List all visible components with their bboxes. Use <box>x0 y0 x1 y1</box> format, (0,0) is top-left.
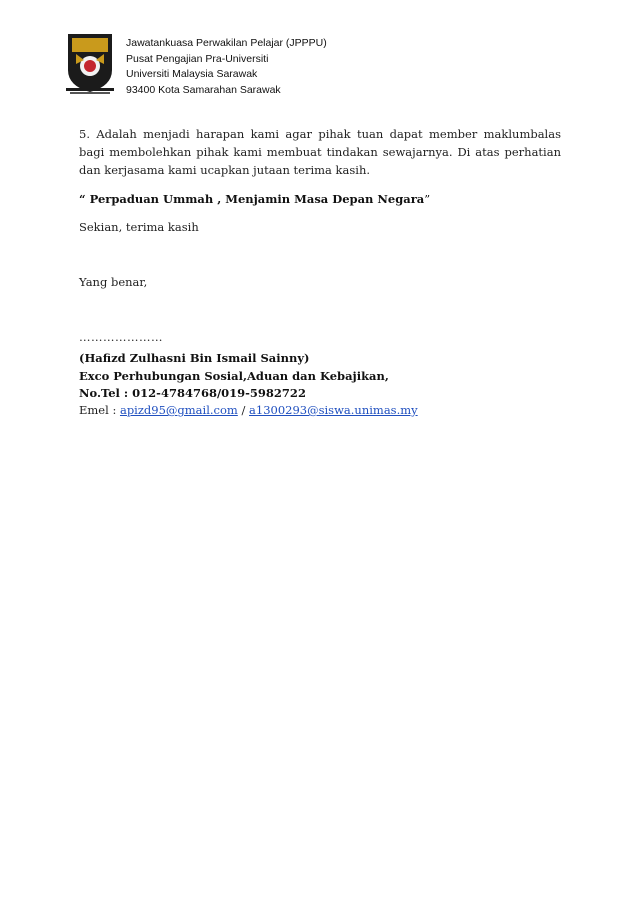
email-line <box>79 403 418 417</box>
email-link-2[interactable]: a1300293@siswa.unimas.my <box>249 403 418 417</box>
org-university: Universiti Malaysia Sarawak <box>126 68 258 80</box>
letterhead <box>62 28 522 98</box>
organization-address <box>126 36 327 98</box>
sign-off: Yang benar, <box>79 275 148 289</box>
motto-close-quote: ” <box>424 192 431 206</box>
email-link-1[interactable]: apizd95@gmail.com <box>119 403 238 417</box>
paragraph-5: 5. Adalah menjadi harapan kami agar pihak tuan dapat member maklumbalas bagi membolehkan pihak kami membuat tindakan sewajarnya. Di atas perhatian dan kerjasama kami ucapkan jutaan terima kasih. <box>79 127 561 177</box>
jpppu-crest-icon <box>62 30 118 96</box>
org-name: Jawatankuasa Perwakilan Pelajar (JPPPU) <box>126 37 327 49</box>
signatory-position: Exco Perhubungan Sosial,Aduan dan Kebajikan, <box>79 368 389 383</box>
email-separator: / <box>237 403 250 417</box>
email-label: Emel : <box>79 403 120 417</box>
motto-text: “ Perpaduan Ummah , Menjamin Masa Depan Negara <box>79 192 425 206</box>
motto <box>79 192 430 206</box>
org-postcode-city: 93400 Kota Samarahan Sarawak <box>126 83 281 96</box>
signatory-block <box>79 350 389 403</box>
signature-line: ………………… <box>79 330 163 344</box>
signatory-name: (Hafizd Zulhasni Bin Ismail Sainny) <box>79 351 310 365</box>
signatory-phone: No.Tel : 012-4784768/019-5982722 <box>79 386 306 400</box>
org-centre: Pusat Pengajian Pra-Universiti <box>126 52 269 65</box>
closing-line: Sekian, terima kasih <box>79 220 199 234</box>
